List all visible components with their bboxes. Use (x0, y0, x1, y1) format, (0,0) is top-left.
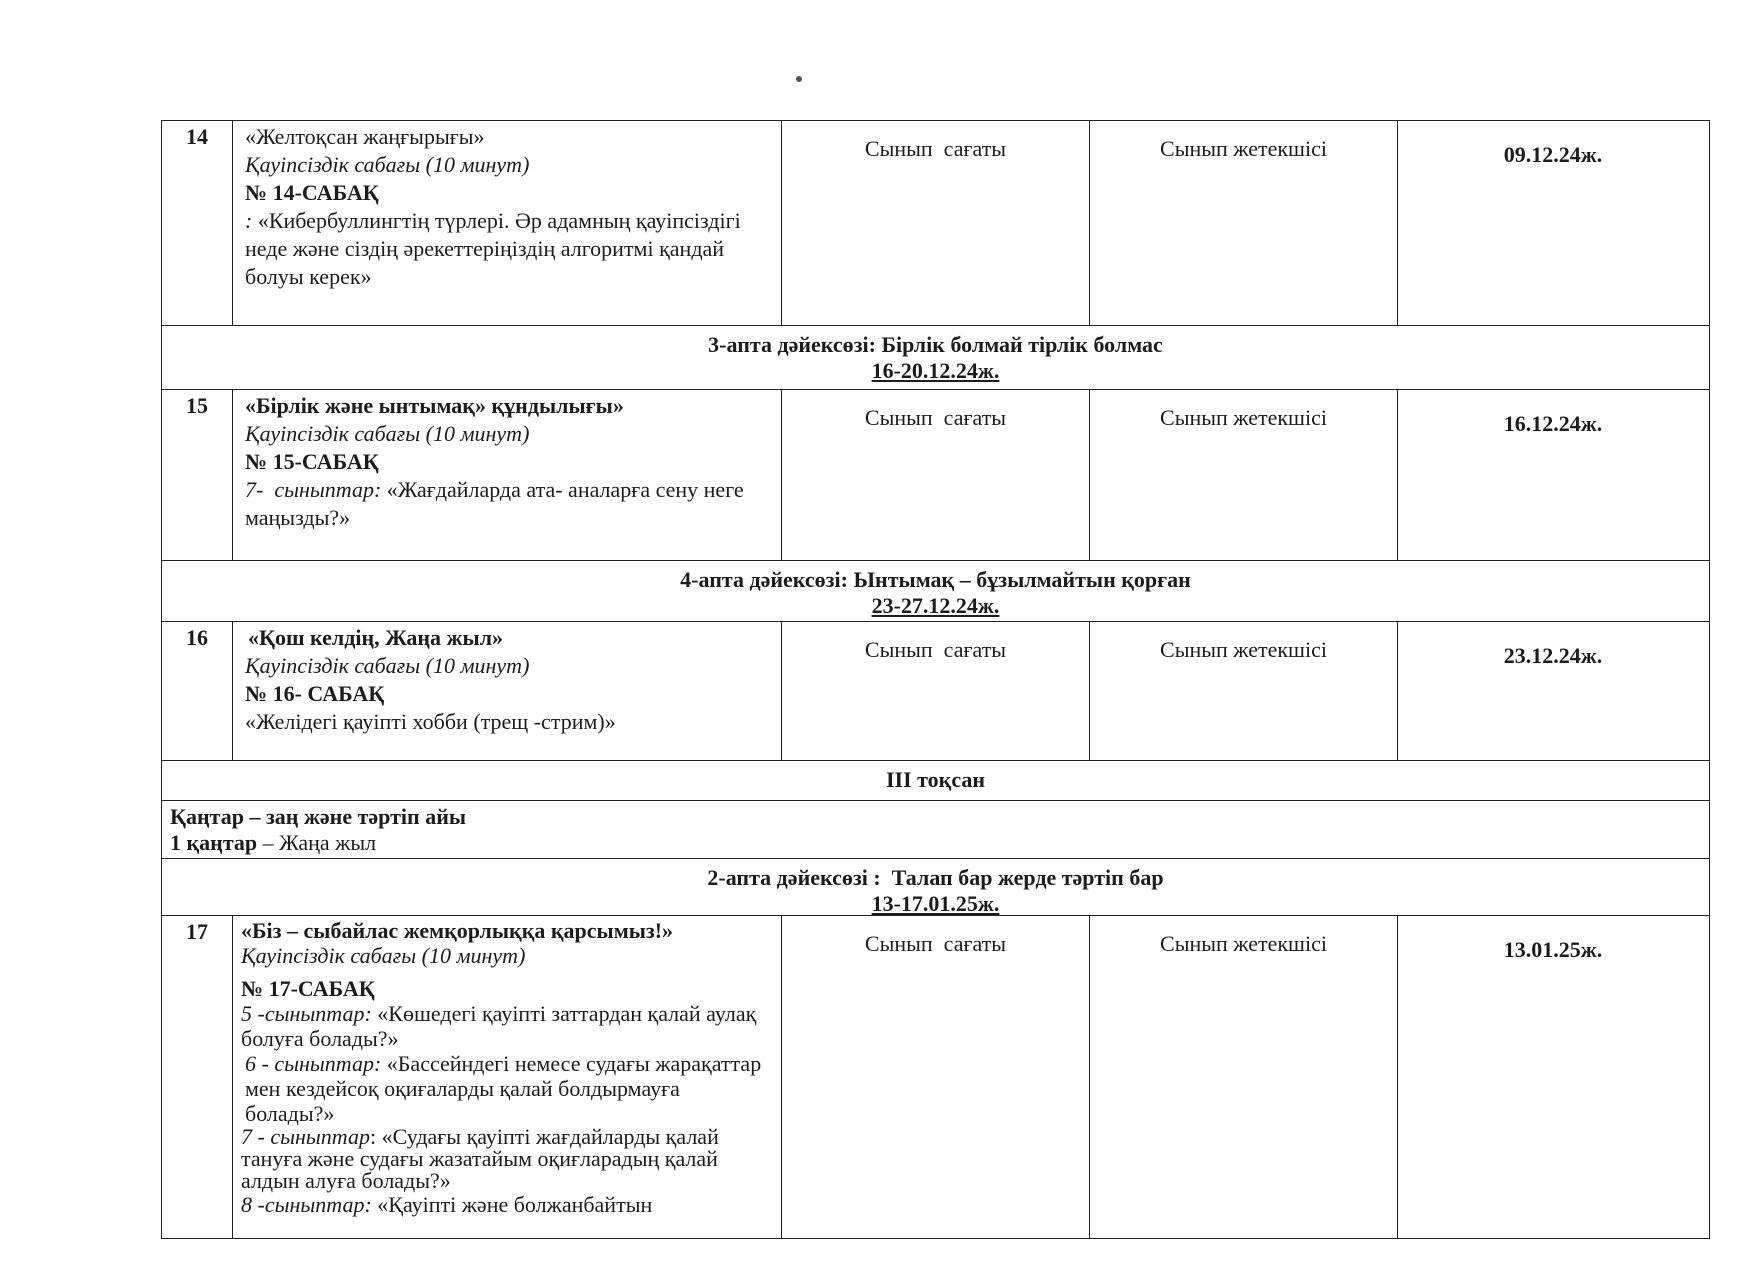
scan-dot (796, 76, 802, 82)
quarter-row (162, 760, 1709, 800)
lesson-number: 16 (186, 625, 208, 650)
topic-prefix: 7- сыныптар: (245, 477, 382, 502)
week-quote: 3-апта дәйексөзі: Бірлік болмай тірлік болмас (708, 332, 1163, 357)
table-row (162, 389, 1709, 560)
class-label: 7 - сыныптар (241, 1124, 370, 1149)
lesson-no: № 17-САБАҚ (241, 976, 375, 1001)
month-cell (162, 801, 1709, 858)
topic-text: «Жағдайларда ата- аналарға сену неге маңызды?» (245, 477, 744, 530)
safety-lesson: Қауіпсіздік сабағы (10 минут) (245, 152, 530, 177)
lesson-date: 16.12.24ж. (1397, 390, 1708, 560)
lesson-title: «Біз – сыбайлас жемқорлыққа қарсымыз!» (241, 918, 674, 943)
class-topic-8 (241, 1192, 773, 1217)
lesson-responsible: Сынып жетекшісі (1089, 622, 1397, 760)
week-quote: 2-апта дәйексөзі : Талап бар жерде тәртіп бар (707, 865, 1164, 890)
lesson-content (232, 622, 781, 760)
lesson-content (232, 390, 781, 560)
plan-table (161, 120, 1710, 1239)
table-row (162, 915, 1709, 1238)
week-dates: 23-27.12.24ж. (871, 593, 1000, 618)
lesson-form: Сынып сағаты (781, 622, 1089, 760)
class-text: «Бассейндегі немесе судағы жарақаттар мен кездейсоқ оқиғаларды қалай болдырмауға болады?» (245, 1051, 762, 1126)
class-text: «Қауіпті және болжанбайтын (371, 1192, 653, 1217)
lesson-topic (245, 207, 773, 291)
week-header-cell (162, 561, 1709, 621)
month-title: Қаңтар – заң және тәртіп айы (170, 804, 467, 829)
lesson-topic: «Желідегі қауіпті хобби (трещ -стрим)» (245, 709, 616, 734)
class-topic-5 (241, 1001, 773, 1051)
lesson-no: № 15-САБАҚ (245, 449, 379, 474)
safety-lesson: Қауіпсіздік сабағы (10 минут) (241, 943, 526, 968)
lesson-title: «Желтоқсан жаңғырығы» (245, 124, 485, 149)
holiday-line (170, 830, 1701, 856)
lesson-no: № 16- САБАҚ (245, 681, 385, 706)
lesson-form: Сынып сағаты (781, 390, 1089, 560)
week-header-cell (162, 326, 1709, 389)
holiday-date: 1 қаңтар (170, 830, 258, 855)
lesson-number: 17 (186, 919, 208, 944)
week-header (162, 325, 1709, 389)
lesson-form: Сынып сағаты (781, 916, 1089, 1238)
quarter-title: III тоқсан (885, 767, 986, 792)
class-text: : «Судағы қауіпті жағдайларды қалай тануға және судағы жазатайым оқиғларадың қалай алдын алуға болады?» (241, 1124, 719, 1193)
lesson-date: 09.12.24ж. (1397, 121, 1708, 325)
table-row (162, 621, 1709, 760)
lesson-responsible: Сынып жетекшісі (1089, 916, 1397, 1238)
lesson-responsible: Сынып жетекшісі (1089, 390, 1397, 560)
class-topic-6 (241, 1051, 773, 1126)
class-text: «Көшедегі қауіпті заттардан қалай аулақ болуға болады?» (241, 1001, 757, 1051)
table-row (162, 121, 1709, 325)
lesson-number: 14 (186, 124, 208, 149)
lesson-date: 23.12.24ж. (1397, 622, 1708, 760)
lesson-number: 15 (186, 393, 208, 418)
safety-lesson: Қауіпсіздік сабағы (10 минут) (245, 421, 530, 446)
class-label: 5 -сыныптар: (241, 1001, 372, 1026)
lesson-responsible: Сынып жетекшісі (1089, 121, 1397, 325)
lesson-title: «Бірлік және ынтымақ» құндылығы» (245, 393, 624, 418)
topic-text: «Кибербуллингтің түрлері. Әр адамның қауіпсіздігі неде және сіздің әрекеттеріңіздің алгоритмі қандай болуы керек» (245, 208, 741, 289)
class-label: 6 - сыныптар: (245, 1051, 382, 1076)
safety-lesson: Қауіпсіздік сабағы (10 минут) (245, 653, 530, 678)
week-dates: 13-17.01.25ж. (871, 891, 1000, 915)
week-header-cell (162, 859, 1709, 915)
week-header (162, 560, 1709, 621)
holiday-name: – Жаңа жыл (257, 830, 377, 855)
lesson-date: 13.01.25ж. (1397, 916, 1708, 1238)
lesson-content (232, 121, 781, 325)
week-header (162, 858, 1709, 915)
class-label: 8 -сыныптар: (241, 1192, 372, 1217)
lesson-form: Сынып сағаты (781, 121, 1089, 325)
topic-prefix: : (245, 208, 253, 233)
lesson-content (232, 916, 781, 1238)
lesson-no: № 14-САБАҚ (245, 180, 379, 205)
week-dates: 16-20.12.24ж. (871, 358, 1000, 383)
lesson-topic (245, 476, 773, 532)
class-topic-7 (241, 1126, 773, 1192)
month-row (162, 800, 1709, 858)
lesson-title: «Қош келдің, Жаңа жыл» (248, 625, 504, 650)
week-quote: 4-апта дәйексөзі: Ынтымақ – бұзылмайтын қорған (680, 567, 1191, 592)
